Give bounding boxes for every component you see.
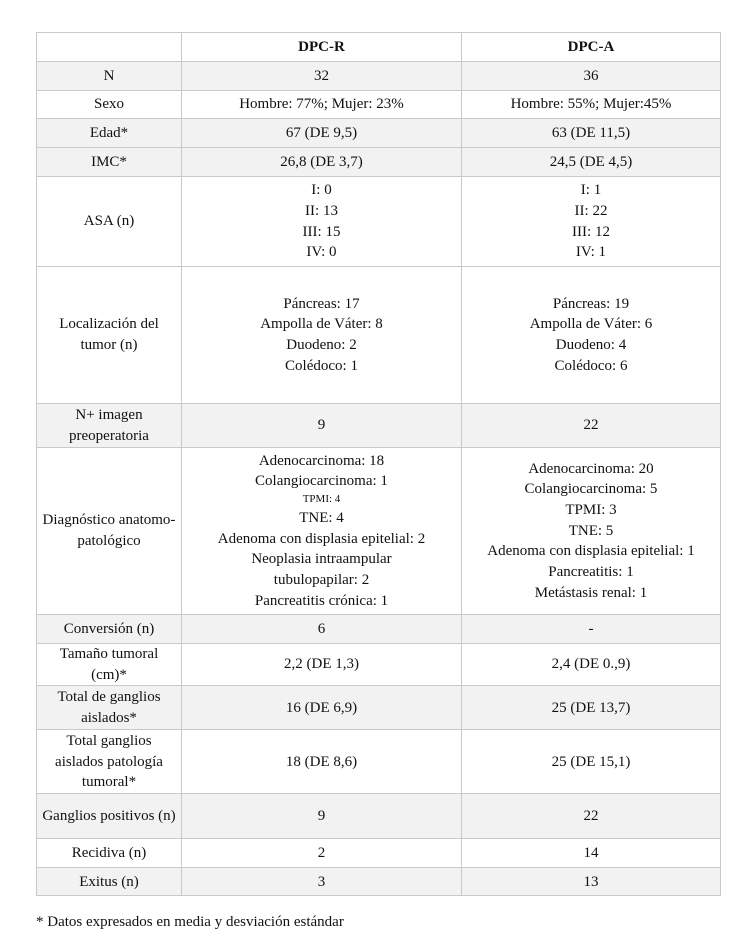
- cell-line: 9: [317, 808, 326, 825]
- cell-line: 25 (DE 13,7): [551, 699, 631, 716]
- cell-dpc-r: [182, 267, 462, 404]
- cell-line: Adenoma con displasia epitelial: 2: [217, 530, 426, 547]
- cell-dpc-r: [182, 448, 462, 615]
- cell-line: Adenocarcinoma: 20: [528, 460, 654, 477]
- cell-dpc-r: [182, 119, 462, 148]
- cell-line: tubulopapilar: 2: [273, 572, 370, 588]
- cell-dpc-r: [182, 404, 462, 448]
- cell-dpc-a: [462, 730, 721, 794]
- cell-line: Colangiocarcinoma: 1: [255, 473, 388, 490]
- cell-dpc-r: [182, 794, 462, 839]
- cell-line: 63 (DE 11,5): [551, 124, 631, 141]
- table-row: [37, 91, 721, 119]
- cell-line: 13: [583, 873, 599, 890]
- cell-line: II: 13: [305, 202, 338, 219]
- cell-line: Duodeno: 4: [555, 337, 627, 353]
- cell-line: 3: [317, 873, 326, 890]
- row-label: Conversión (n): [37, 615, 182, 644]
- table-row: [37, 839, 721, 868]
- row-label: IMC*: [37, 148, 182, 177]
- cell-line: Metástasis renal: 1: [534, 584, 648, 601]
- row-label: Recidiva (n): [37, 839, 182, 868]
- header-dpc-r: DPC-R: [182, 33, 462, 62]
- cell-dpc-a: [462, 267, 721, 404]
- cell-line: 2,2 (DE 1,3): [284, 656, 359, 673]
- header-corner: [37, 33, 182, 62]
- table-row: [37, 404, 721, 448]
- cell-line: 32: [314, 67, 329, 84]
- cell-line: 14: [583, 845, 599, 862]
- cell-line: TPMI: 4: [302, 493, 341, 505]
- cell-dpc-a: [462, 839, 721, 868]
- cell-dpc-a: [462, 177, 721, 267]
- cell-line: Neoplasia intraampular: [251, 551, 392, 568]
- cell-line: 16 (DE 6,9): [285, 699, 358, 716]
- row-label: Tamaño tumoral (cm)*: [37, 644, 182, 686]
- table-row: [37, 267, 721, 404]
- row-label: Edad*: [37, 119, 182, 148]
- cell-line: TPMI: 3: [565, 501, 617, 518]
- row-label: Diagnóstico anatomo-patológico: [37, 448, 182, 615]
- cell-dpc-r: [182, 730, 462, 794]
- cell-line: 18 (DE 8,6): [285, 753, 358, 770]
- cell-line: Colédoco: 6: [554, 357, 628, 374]
- table-row: [37, 177, 721, 267]
- cell-dpc-r: [182, 62, 462, 91]
- cell-line: Hombre: 55%; Mujer:45%: [510, 96, 672, 113]
- table-row: [37, 730, 721, 794]
- row-label: Sexo: [37, 91, 182, 119]
- row-label: ASA (n): [37, 177, 182, 267]
- cell-line: III: 15: [302, 223, 341, 240]
- comparison-table: [36, 32, 721, 896]
- cell-dpc-r: [182, 615, 462, 644]
- table-row: [37, 644, 721, 686]
- row-label: N: [37, 62, 182, 91]
- cell-line: 36: [583, 67, 599, 84]
- table-row: [37, 448, 721, 615]
- cell-line: IV: 0: [306, 244, 337, 261]
- cell-line: Colangiocarcinoma: 5: [524, 481, 658, 498]
- cell-dpc-a: [462, 794, 721, 839]
- row-label: Localización del tumor (n): [37, 267, 182, 404]
- table-row: [37, 148, 721, 177]
- cell-dpc-a: [462, 404, 721, 448]
- cell-dpc-a: [462, 119, 721, 148]
- cell-line: Adenocarcinoma: 18: [258, 452, 385, 469]
- table-row: [37, 62, 721, 91]
- table-row: [37, 868, 721, 896]
- table-row: [37, 119, 721, 148]
- cell-line: Pancreatitis: 1: [548, 564, 634, 581]
- cell-line: 25 (DE 15,1): [551, 753, 631, 770]
- cell-line: Hombre: 77%; Mujer: 23%: [239, 96, 404, 113]
- cell-dpc-a: [462, 448, 721, 615]
- cell-line: 9: [317, 417, 326, 434]
- cell-dpc-r: [182, 177, 462, 267]
- cell-dpc-r: [182, 868, 462, 896]
- cell-line: TNE: 5: [568, 522, 614, 539]
- cell-line: I: 1: [580, 182, 602, 199]
- row-label: N+ imagen preoperatoria: [37, 404, 182, 448]
- cell-dpc-r: [182, 91, 462, 119]
- cell-dpc-r: [182, 839, 462, 868]
- cell-dpc-a: [462, 615, 721, 644]
- cell-line: Adenoma con displasia epitelial: 1: [487, 543, 695, 560]
- cell-dpc-a: [462, 686, 721, 730]
- cell-line: I: 0: [311, 182, 332, 199]
- cell-line: TNE: 4: [299, 509, 344, 526]
- cell-dpc-a: [462, 148, 721, 177]
- cell-line: 24,5 (DE 4,5): [549, 153, 633, 170]
- cell-line: -: [588, 620, 594, 637]
- cell-line: 26,8 (DE 3,7): [280, 153, 363, 170]
- cell-dpc-a: [462, 91, 721, 119]
- cell-dpc-a: [462, 62, 721, 91]
- cell-line: 2,4 (DE 0.,9): [551, 656, 631, 673]
- table-row: [37, 686, 721, 730]
- header-row: [37, 33, 721, 62]
- cell-dpc-r: [182, 148, 462, 177]
- cell-line: 6: [317, 620, 326, 637]
- table-row: [37, 615, 721, 644]
- cell-dpc-r: [182, 644, 462, 686]
- cell-line: Duodeno: 2: [286, 337, 357, 353]
- table-row: [37, 794, 721, 839]
- cell-line: II: 22: [574, 202, 608, 219]
- row-label: Total de ganglios aislados*: [37, 686, 182, 730]
- row-label: Total ganglios aislados patología tumoral*: [37, 730, 182, 794]
- cell-line: Páncreas: 17: [283, 295, 360, 312]
- cell-line: 2: [317, 845, 326, 862]
- cell-line: Ampolla de Váter: 8: [260, 316, 383, 333]
- footnote: * Datos expresados en media y desviación estándar: [36, 914, 344, 930]
- cell-line: Páncreas: 19: [552, 295, 630, 312]
- cell-line: Ampolla de Váter: 6: [529, 316, 653, 333]
- row-label: Exitus (n): [37, 868, 182, 896]
- cell-line: 67 (DE 9,5): [285, 124, 358, 141]
- cell-dpc-a: [462, 868, 721, 896]
- cell-line: Colédoco: 1: [285, 357, 358, 374]
- cell-line: 22: [583, 417, 599, 434]
- row-label: Ganglios positivos (n): [37, 794, 182, 839]
- cell-line: IV: 1: [575, 244, 607, 261]
- cell-line: III: 12: [572, 223, 610, 240]
- header-dpc-a: DPC-A: [462, 33, 721, 62]
- cell-line: 22: [583, 808, 599, 825]
- cell-dpc-r: [182, 686, 462, 730]
- cell-dpc-a: [462, 644, 721, 686]
- cell-line: Pancreatitis crónica: 1: [254, 592, 389, 609]
